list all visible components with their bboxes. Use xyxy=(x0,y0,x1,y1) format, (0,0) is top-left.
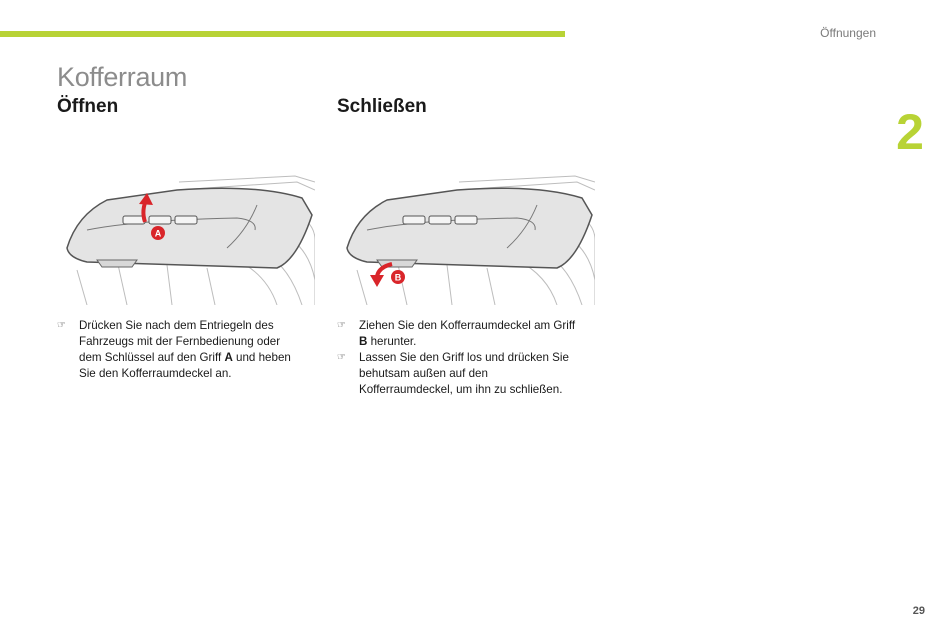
close-steps-list xyxy=(337,318,582,398)
marker-a: A xyxy=(154,228,162,239)
list-item xyxy=(57,318,302,382)
list-item xyxy=(337,318,582,350)
trunk-close-illustration xyxy=(337,160,595,305)
step-text-before: Ziehen Sie den Kofferraumdeckel am Griff xyxy=(359,319,576,332)
heading-close: Schließen xyxy=(337,96,427,117)
accent-bar xyxy=(0,31,565,37)
step-text-after: herunter. xyxy=(367,335,417,348)
chapter-number: 2 xyxy=(896,104,924,160)
open-steps-list xyxy=(57,318,302,382)
step-bold: A xyxy=(224,351,233,364)
page-number: 29 xyxy=(912,605,925,617)
pointing-hand-icon: ☞ xyxy=(337,352,346,363)
pointing-hand-icon: ☞ xyxy=(337,320,346,331)
marker-b: B xyxy=(394,272,402,283)
step-bold: B xyxy=(359,335,368,348)
step-text-before: Lassen Sie den Griff los und drücken Sie behutsam außen auf den Kofferraumdeckel, um ihn zu schließen. xyxy=(359,351,569,396)
pointing-hand-icon: ☞ xyxy=(57,320,66,331)
page-title: Kofferraum xyxy=(57,62,188,92)
step-text-after: und heben Sie den Kofferraumdeckel an. xyxy=(79,351,291,380)
heading-open: Öffnen xyxy=(57,96,119,117)
trunk-open-illustration xyxy=(57,160,315,305)
step-text-before: Drücken Sie nach dem Entriegeln des Fahrzeugs mit der Fernbedienung oder dem Schlüssel auf den Griff xyxy=(79,319,281,364)
section-label: Öffnungen xyxy=(820,26,876,40)
list-item xyxy=(337,350,582,398)
